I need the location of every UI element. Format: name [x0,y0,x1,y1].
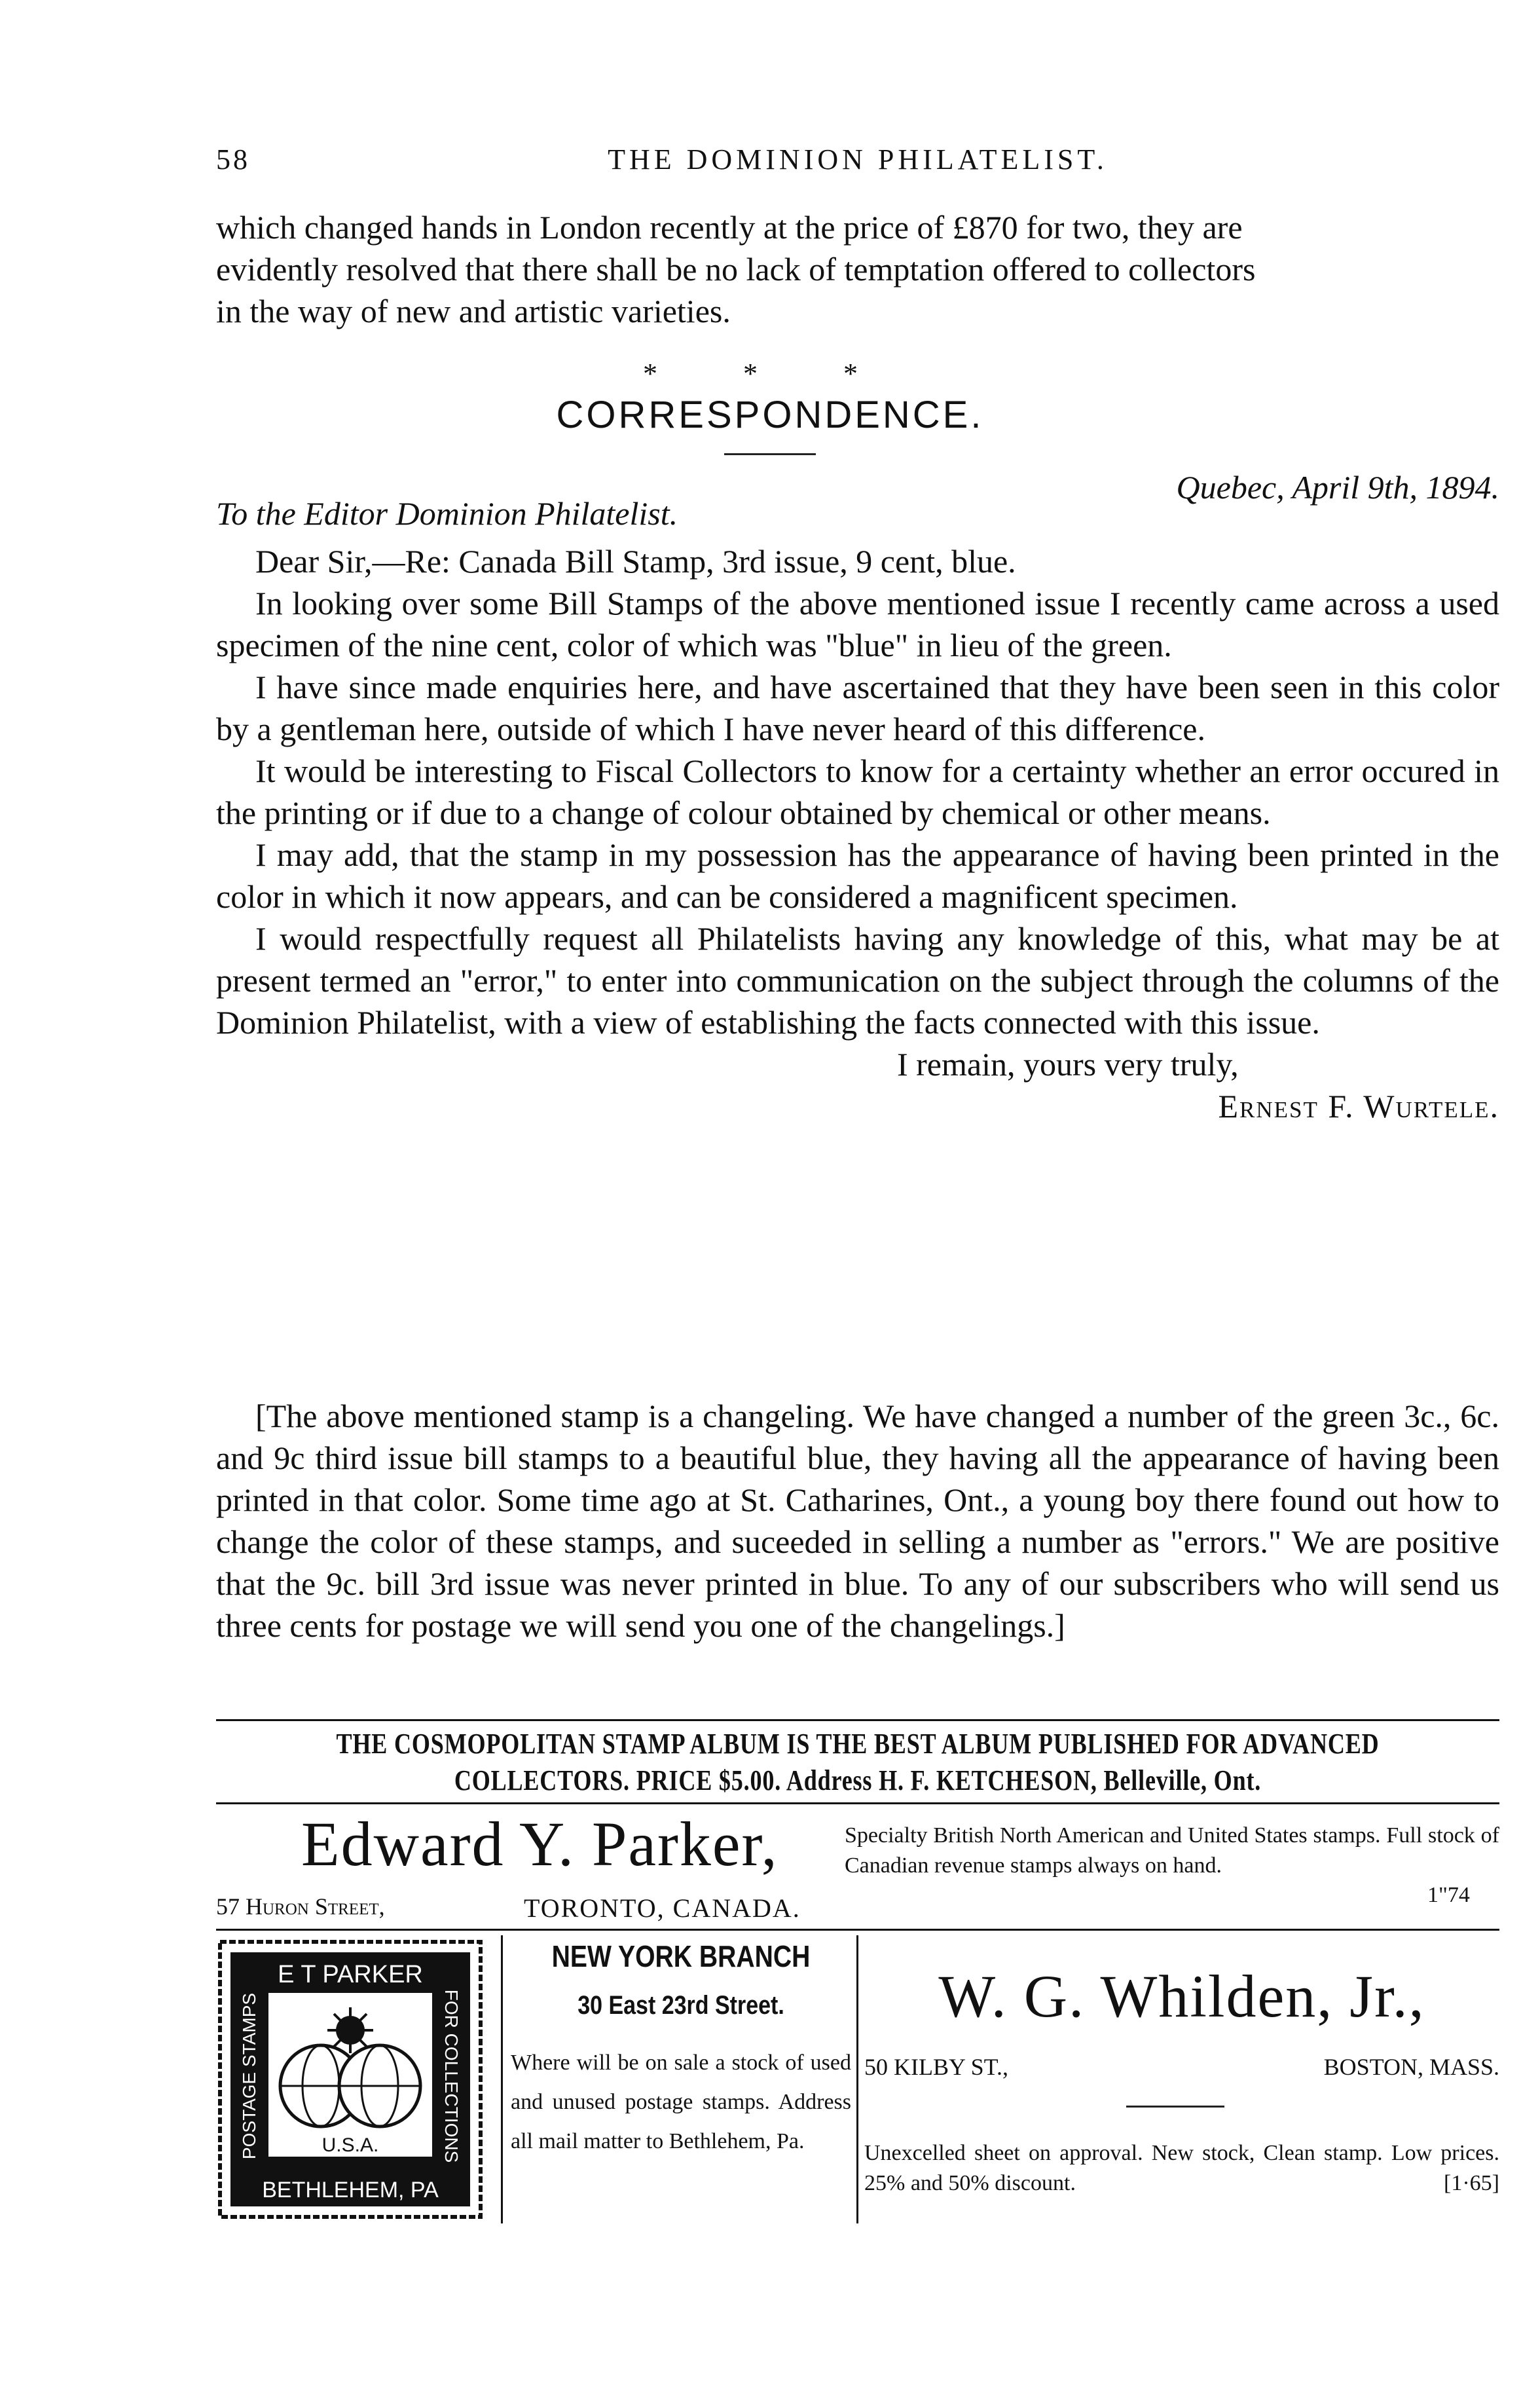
intro-paragraph [216,206,1499,332]
whilden-body [864,2138,1499,2199]
new-york-branch-body: Where will be on sale a stock of used and unused postage stamps. Address all mail matter to Bethlehem, Pa. [511,2051,851,2153]
whilden-name: W. G. Whilden, Jr., [938,1963,1425,2030]
letter-signature: Ernest F. Wurtele. [1218,1088,1499,1124]
running-title: THE DOMINION PHILATELIST. [608,143,1108,176]
whilden-city: BOSTON, MASS. [1323,2054,1499,2080]
letter-closing: I remain, yours very truly, [897,1046,1239,1083]
letter-paragraph: It would be interesting to Fiscal Collectors to know for a certainty whether an error occured in the printing or if due to a change of colour obtained by chemical or other means. [216,753,1499,831]
parker-street: 57 Huron Street, [216,1893,385,1920]
letter-body [216,540,1499,1127]
letter-paragraph: In looking over some Bill Stamps of the above mentioned issue I recently came across a used specimen of the nine cent, color of which was "blue" in lieu of the green. [216,585,1499,663]
album-ad-line: COLLECTORS. PRICE $5.00. Address H. F. KETCHESON, Belleville, Ont. [454,1764,1262,1796]
section-heading: CORRESPONDENCE. [556,394,984,436]
parker-name: Edward Y. Parker, [301,1809,779,1879]
page-header [216,143,1499,182]
intro-line: in the way of new and artistic varieties. [216,293,731,329]
intro-line: which changed hands in London recently at the price of £870 for two, they are [216,209,1243,246]
stamp-top-text: E T PARKER [278,1961,423,1988]
page-number: 58 [216,143,250,176]
whilden-ad-ref: [1·65] [1444,2171,1499,2195]
heading-rule [724,453,816,455]
cosmopolitan-album-ad [331,1726,1384,1799]
letter-paragraph: I may add, that the stamp in my possession has the appearance of having been printed in the color in which it now appears, and can be considered a magnificent specimen. [216,836,1499,915]
whilden-body-text: Unexcelled sheet on approval. New stock, Clean stamp. Low prices. 25% and 50% discount. [864,2141,1499,2195]
stamp-right-text: FOR COLLECTIONS [441,1989,462,2163]
whilden-street: 50 KILBY ST., [864,2054,1008,2080]
ad-rule-lower [216,1929,1499,1931]
ad-rule-mid [216,1802,1499,1804]
letter-salutation: To the Editor Dominion Philatelist. [216,495,678,532]
letter-subject: Dear Sir,—Re: Canada Bill Stamp, 3rd issue, 9 cent, blue. [255,543,1016,580]
parker-specialty: Specialty British North American and United States stamps. Full stock of Canadian revenue stamps always on hand. [845,1823,1499,1878]
parker-city: TORONTO, CANADA. [524,1893,801,1923]
intro-line: evidently resolved that there shall be no lack of temptation offered to collectors [216,251,1256,288]
stamp-bottom-text: BETHLEHEM, PA [262,2178,439,2202]
sun-icon [327,2007,373,2053]
stamp-country-text: U.S.A. [321,2134,379,2156]
ad-rule-top [216,1719,1499,1721]
ad-column-rule [501,1935,503,2223]
letter-dateline: Quebec, April 9th, 1894. [1176,469,1499,506]
letter-paragraph: I would respectfully request all Philatelists having any knowledge of this, what may be at present termed an "error," to enter into communication on the subject through the columns of the Dominion Philatelist, with a view of establishing the facts connected with this issue. [216,920,1499,1041]
new-york-branch-title: NEW YORK BRANCH [551,1939,811,1973]
album-ad-line: THE COSMOPOLITAN STAMP ALBUM IS THE BEST ALBUM PUBLISHED FOR ADVANCED [336,1728,1380,1760]
whilden-rule [1126,2106,1224,2108]
new-york-branch-address: 30 East 23rd Street. [578,1991,784,2020]
parker-stamp-logo [216,1935,485,2223]
stamp-left-text: POSTAGE STAMPS [239,1992,259,2160]
parker-ad-ref: 1"74 [1427,1883,1470,1907]
globe-icon [280,2045,420,2127]
editor-note-text: [The above mentioned stamp is a changeling. We have changed a number of the green 3c., 6c. and 9c third issue bill stamps to a beautiful blue, they having all the appearance of having been printed in that color. Some time ago at St. Catharines, Ont., a young boy there found out how to change the color of these stamps, and suceeded in selling a number as "errors." We are positive that the 9c. bill 3rd issue was never printed in blue. To any of our subscribers who will send us three cents for postage we will send you one of the changelings.] [216,1398,1499,1644]
separator-stars: * * * [643,358,897,390]
ad-column-rule [856,1935,858,2223]
editor-note [216,1395,1499,1646]
letter-paragraph: I have since made enquiries here, and have ascertained that they have been seen in this color by a gentleman here, outside of which I have never heard of this difference. [216,669,1499,747]
